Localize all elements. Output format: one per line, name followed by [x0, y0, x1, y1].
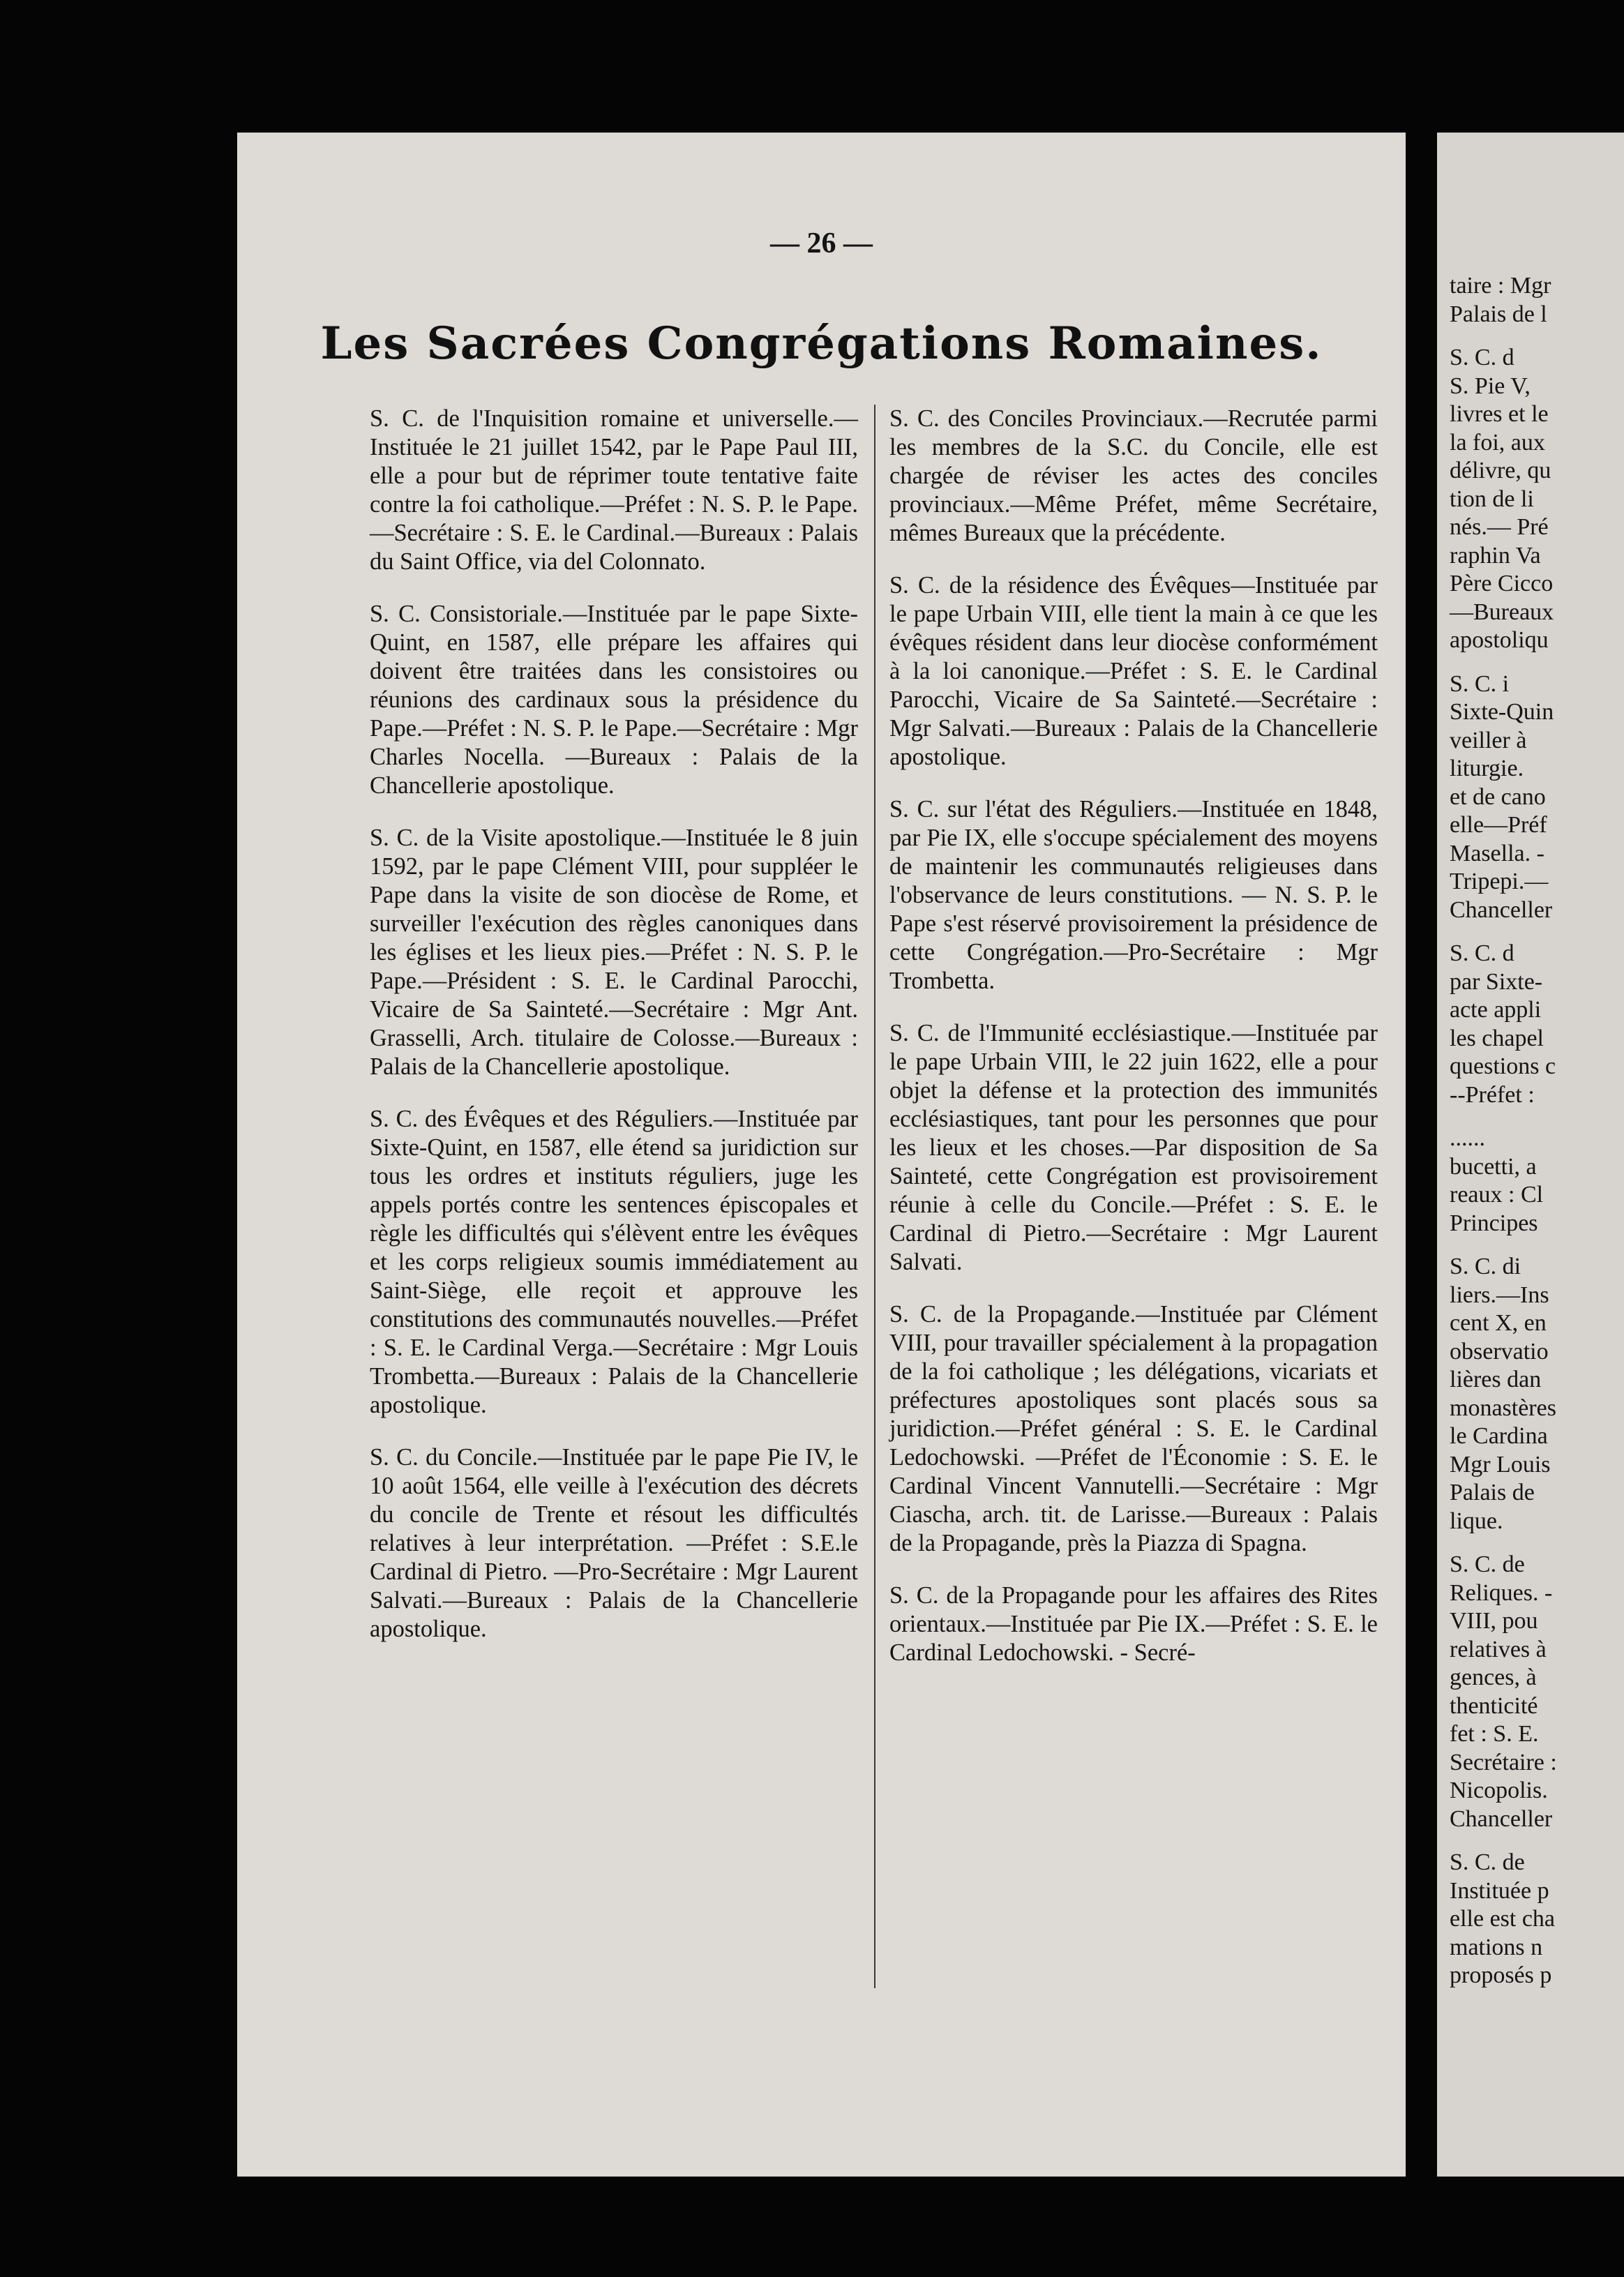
congregation-entry — [889, 795, 1378, 995]
entry-body: —Instituée par Sixte-Quint, en 1587, elle étend sa juridiction sur tous les ordres et instituts réguliers, juge les appels portés contre les sentences épiscopales et règle les difficultés qui s'élèvent entre les évêques et les corps religieux soumis immédiatement au Saint-Siège, elle reçoit et approuve les constitutions des communautés nouvelles.—Préfet : S. E. le Cardinal Verga.—Secrétaire : Mgr Louis Trombetta.—Bureaux : Palais de la Chancellerie apostolique. — [370, 1106, 858, 1418]
entry-heading: S. C. des Conciles Provinciaux. — [889, 405, 1204, 432]
entry-body: —Instituée par le pape Pie IV, le 10 août 1564, elle veille à l'exécution des décrets du concile de Trente et résout les difficultés relatives à leur interprétation. —Préfet : S.E.le Cardinal di Pietro. —Pro-Secrétaire : Mgr Laurent Salvati.—Bureaux : Palais de la Chancellerie apostolique. — [370, 1444, 859, 1642]
entry-heading: S. C. de la résidence des Évêques — [889, 572, 1231, 599]
entry-heading: S. C. de la Propagande. — [889, 1301, 1136, 1328]
entry-body: —Recrutée parmi les membres de la S.C. du Concile, elle est chargée de réviser les actes des conciles provinciaux.—Même Préfet, même Secrétaire, mêmes Bureaux que la précédente. — [889, 405, 1378, 546]
entry-heading: S. C. de la Visite apostolique. — [370, 825, 662, 851]
next-page-fragment: S. C. d par Sixte- acte appli les chapel questions c --Préfet : — [1450, 940, 1556, 1108]
entry-heading: S. C. de l'Inquisition romaine et universelle. — [370, 405, 834, 432]
entry-heading: S. C. sur l'état des Réguliers. — [889, 796, 1178, 822]
next-page-fragment: taire : Mgr Palais de l — [1450, 273, 1551, 327]
entry-body: —Instituée le 21 juillet 1542, par le Pape Paul III, elle a pour but de réprimer toute tentative faite contre la foi catholique.—Préfet : N. S. P. le Pape.—Secrétaire : S. E. le Cardinal.—Bureaux : Palais du Saint Office, via del Colonnato. — [370, 405, 858, 575]
page-title: Les Sacrées Congrégations Romaines. — [320, 317, 1323, 370]
entry-heading: S. C. du Concile. — [370, 1444, 538, 1471]
next-page-fragment: S. C. i Sixte-Quin veiller à liturgie. et de cano elle—Préf Masella. - Tripepi.— Chanceller — [1450, 670, 1554, 923]
entry-heading: S. C. de l'Immunité ecclésiastique. — [889, 1020, 1232, 1046]
column-divider — [874, 405, 875, 1988]
entry-body: —Instituée par le pape Sixte-Quint, en 1587, elle prépare les affaires qui doivent être traitées dans les consistoires ou réunions des cardinaux sous la présidence du Pape.—Préfet : N. S. P. le Pape.—Secrétaire : Mgr Charles Nocella. —Bureaux : Palais de la Chancellerie apostolique. — [370, 601, 858, 799]
book-page — [237, 133, 1406, 2177]
congregation-entry — [370, 1105, 858, 1420]
next-page-fragment: S. C. d S. Pie V, livres et le la foi, aux délivre, qu tion de li nés.— Pré raphin Va Père Cicco —Bureaux apostoliqu — [1450, 345, 1554, 653]
next-page-edge — [1437, 133, 1624, 2177]
entry-body: —Instituée par Clément VIII, pour travailler spécialement à la propagation de la foi catholique ; les délégations, vicariats et préfectures apostoliques sont placés sous sa juridiction.—Préfet général : S. E. le Cardinal Ledochowski. —Préfet de l'Économie : S. E. le Cardinal Vincent Vannutelli.—Secrétaire : Mgr Ciascha, arch. tit. de Larisse.—Bureaux : Palais de la Propagande, près la Piazza di Spagna. — [889, 1301, 1378, 1556]
entry-heading: S. C. Consistoriale. — [370, 601, 563, 627]
entry-body: —Instituée par le pape Urbain VIII, elle tient la main à ce que les évêques résident dans leur diocèse conformément à la loi canonique.—Préfet : S. E. le Cardinal Parocchi, Vicaire de Sa Sainteté.—Secrétaire : Mgr Salvati.—Bureaux : Palais de la Chancellerie apostolique. — [889, 572, 1378, 770]
entry-body: —Instituée le 8 juin 1592, par le pape Clément VIII, pour suppléer le Pape dans la visite de son diocèse de Rome, et surveiller l'exécution des règles canoniques dans les églises et les lieux pies.—Préfet : N. S. P. le Pape.—Président : S. E. le Cardinal Parocchi, Vicaire de Sa Sainteté.—Secrétaire : Mgr Ant. Grasselli, Arch. titulaire de Colosse.—Bureaux : Palais de la Chancellerie apostolique. — [370, 825, 858, 1080]
entry-body: —Instituée par Pie IX.—Préfet : S. E. le Cardinal Ledochowski. - Secré- — [889, 1611, 1378, 1666]
congregation-entry — [370, 405, 858, 576]
right-column — [889, 405, 1378, 1691]
next-page-fragment: S. C. di liers.—Ins cent X, en observatio lières dan monastères le Cardina Mgr Louis Palais de lique. — [1450, 1254, 1556, 1534]
left-column — [370, 405, 858, 1667]
next-page-column — [1450, 272, 1624, 2006]
congregation-entry — [889, 1581, 1378, 1667]
congregation-entry — [889, 1300, 1378, 1558]
next-page-fragment: ...... bucetti, a reaux : Cl Principes — [1450, 1125, 1544, 1236]
page-number: — 26 — — [770, 227, 873, 260]
entry-body: —Instituée en 1848, par Pie IX, elle s'occupe spécialement des moyens de maintenir les communautés religieuses dans l'observance de leurs constitutions. — N. S. P. le Pape s'est réservé provisoirement la présidence de cette Congrégation.—Pro-Secrétaire : Mgr Trombetta. — [889, 796, 1378, 994]
congregation-entry — [889, 571, 1378, 772]
congregation-entry — [370, 600, 858, 800]
entry-heading: S. C. de la Propagande pour les affaires des Rites orientaux. — [889, 1582, 1378, 1637]
next-page-fragment: S. C. de Reliques. - VIII, pou relatives à gences, à thenticité fet : S. E. Secrétaire : Nicopolis. Chanceller — [1450, 1551, 1557, 1832]
entry-heading: S. C. des Évêques et des Réguliers. — [370, 1106, 714, 1132]
entry-body: —Instituée par le pape Urbain VIII, le 22 juin 1622, elle a pour objet la défense et la protection des immunités ecclésiastiques, tant pour les personnes que pour les lieux et les choses.—Par disposition de Sa Sainteté, cette Congrégation est provisoirement réunie à celle du Concile.—Préfet : S. E. le Cardinal di Pietro.—Secrétaire : Mgr Laurent Salvati. — [889, 1020, 1378, 1275]
next-page-fragment: S. C. de Instituée p elle est cha mations n proposés p — [1450, 1849, 1556, 1988]
congregation-entry — [889, 405, 1378, 548]
congregation-entry — [370, 1443, 858, 1644]
congregation-entry — [889, 1019, 1378, 1277]
congregation-entry — [370, 824, 858, 1081]
